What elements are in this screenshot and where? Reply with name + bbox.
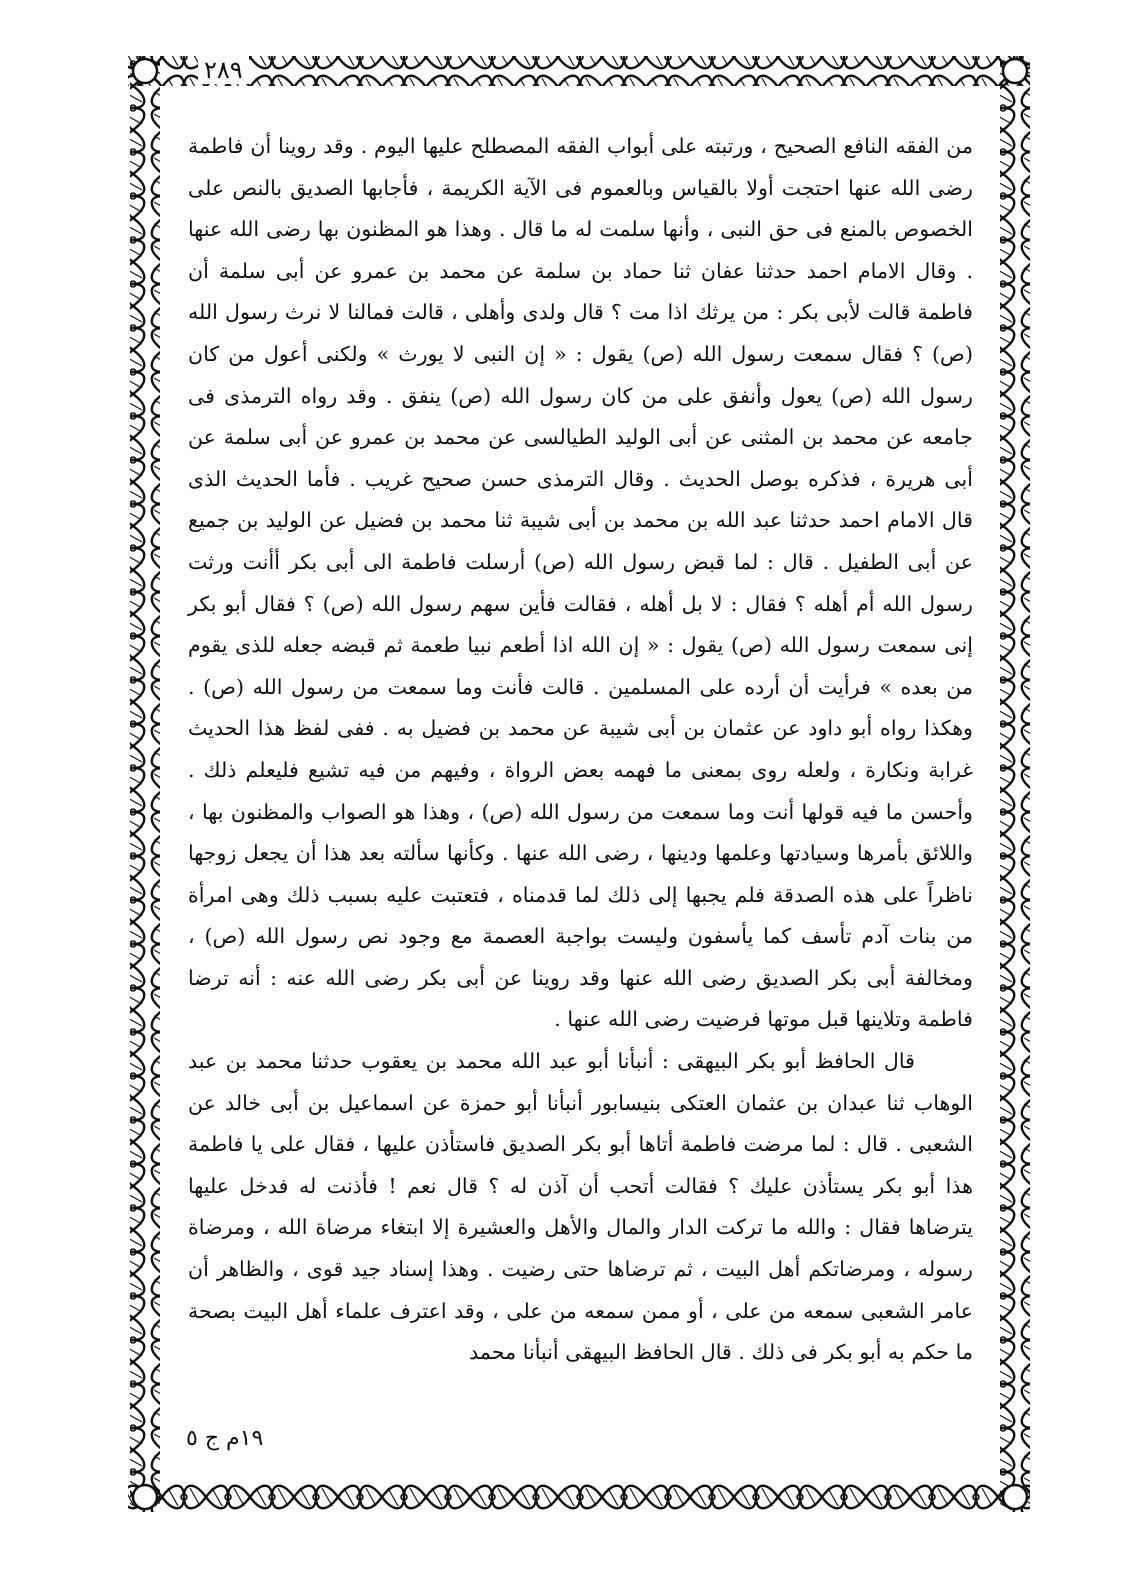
signature-mark: ١٩م ج ٥: [186, 1426, 264, 1451]
page-frame: [118, 42, 1040, 1524]
body-text: [188, 126, 973, 1374]
page-number: ٢٨٩: [198, 56, 249, 84]
paragraph-1: من الفقه النافع الصحيح ، ورتبته على أبواب الفقه المصطلح عليها اليوم . وقد روينا أن فاطمة رضى الله عنها احتجت أولا بالقياس وبالعموم فى الآية الكريمة ، فأجابها الصديق بالنص على الخصوص بالمنع فى حق النبى ، وأنها سلمت له ما قال . وهذا هو المظنون بها رضى الله عنها . وقال الامام احمد حدثنا عفان ثنا حماد بن سلمة عن محمد بن عمرو عن أبى سلمة أن فاطمة قالت لأبى بكر : من يرثك اذا مت ؟ قال ولدى وأهلى ، قالت فمالنا لا نرث رسول الله (ص) ؟ فقال سمعت رسول الله (ص) يقول : « إن النبى لا يورث » ولكنى أعول من كان رسول الله (ص) يعول وأنفق على من كان رسول الله (ص) ينفق . وقد رواه الترمذى فى جامعه عن محمد بن المثنى عن أبى الوليد الطيالسى عن محمد بن عمرو عن أبى سلمة عن أبى هريرة ، فذكره بوصل الحديث . وقال الترمذى حسن صحيح غريب . فأما الحديث الذى قال الامام احمد حدثنا عبد الله بن محمد بن أبى شيبة ثنا محمد بن فضيل عن الوليد بن جميع عن أبى الطفيل . قال : لما قبض رسول الله (ص) أرسلت فاطمة الى أبى بكر أأنت ورثت رسول الله أم أهله ؟ فقال : لا بل أهله ، فقالت فأين سهم رسول الله (ص) ؟ فقال أبو بكر إنى سمعت رسول الله (ص) يقول : « إن الله اذا أطعم نبيا طعمة ثم قبضه جعله للذى يقوم من بعده » فرأيت أن أرده على المسلمين . قالت فأنت وما سمعت من رسول الله (ص) . وهكذا رواه أبو داود عن عثمان بن أبى شيبة عن محمد بن فضيل به . ففى لفظ هذا الحديث غرابة ونكارة ، ولعله روى بمعنى ما فهمه بعض الرواة ، وفيهم من فيه تشيع فليعلم ذلك . وأحسن ما فيه قولها أنت وما سمعت من رسول الله (ص) ، وهذا هو الصواب والمظنون بها ، واللائق بأمرها وسيادتها وعلمها ودينها ، رضى الله عنها . وكأنها سألته بعد هذا أن يجعل زوجها ناظراً على هذه الصدقة فلم يجبها إلى ذلك لما قدمناه ، فتعتبت عليه بسبب ذلك وهى امرأة من بنات آدم تأسف كما يأسفون وليست بواجبة العصمة مع وجود نص رسول الله (ص) ، ومخالفة أبى بكر الصديق رضى الله عنها وقد روينا عن أبى بكر رضى الله عنه : أنه ترضا فاطمة وتلاينها قبل موتها فرضيت رضى الله عنها .: [188, 134, 973, 1032]
paragraph-2: قال الحافظ أبو بكر البيهقى : أنبأنا أبو عبد الله محمد بن يعقوب حدثنا محمد بن عبد الوهاب ثنا عبدان بن عثمان العتكى بنيسابور أنبأنا أبو حمزة عن اسماعيل بن أبى خالد عن الشعبى . قال : لما مرضت فاطمة أتاها أبو بكر الصديق فاستأذن عليها ، فقال على يا فاطمة هذا أبو بكر يستأذن عليك ؟ فقالت أتحب أن آذن له ؟ قال نعم ! فأذنت له فدخل عليها يترضاها فقال : والله ما تركت الدار والمال والأهل والعشيرة إلا ابتغاء مرضاة الله ، ومرضاة رسوله ، ومرضاتكم أهل البيت ، ثم ترضاها حتى رضيت . وهذا إسناد جيد قوى ، والظاهر أن عامر الشعبى سمعه من على ، أو ممن سمعه من على ، وقد اعترف علماء أهل البيت بصحة ما حكم به أبو بكر فى ذلك . قال الحافظ البيهقى أنبأنا محمد: [188, 1049, 973, 1365]
